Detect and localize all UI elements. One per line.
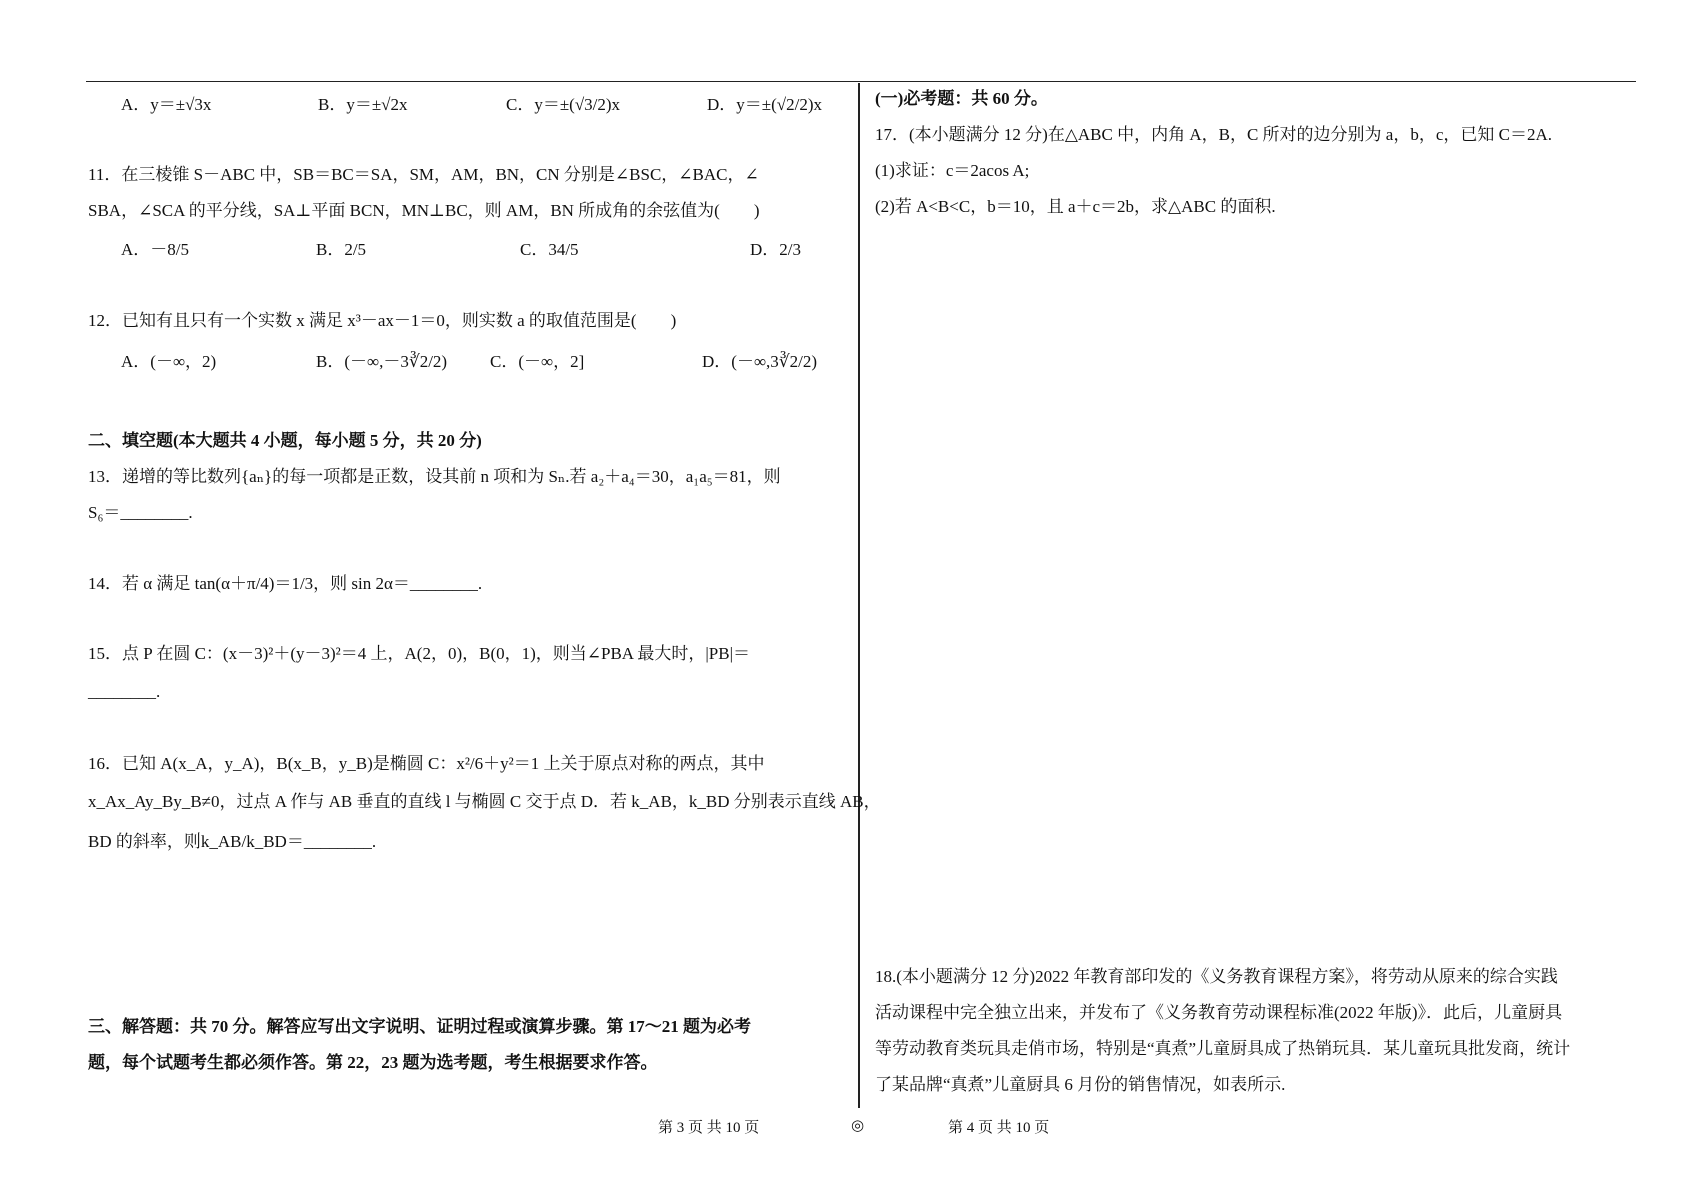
- q13-line-1: 13．递增的等比数列{aₙ}的每一项都是正数，设其前 n 项和为 Sₙ.若 a₂＋a₄＝30，a₁a₅＝81，则: [88, 467, 781, 486]
- q12-option-b: B．(－∞,－3∛2/2): [316, 352, 448, 371]
- q18-line-4: 了某品牌“真煮”儿童厨具 6 月份的销售情况，如表所示.: [875, 1075, 1286, 1094]
- q11-option-b: B．2/5: [316, 240, 367, 259]
- q10-option-d: D．y＝±(√2/2)x: [707, 95, 822, 114]
- q17-line-1: 17．(本小题满分 12 分)在△ABC 中，内角 A，B，C 所对的边分别为 a，b，c，已知 C＝2A.: [875, 125, 1553, 144]
- required-heading: (一)必考题：共 60 分。: [875, 89, 1048, 108]
- q12-option-c: C．(－∞，2]: [490, 352, 585, 371]
- q16-line-3: BD 的斜率，则k_AB/k_BD＝________.: [88, 832, 377, 851]
- q10-option-c: C．y＝±(√3/2)x: [506, 95, 621, 114]
- q14-line: 14．若 α 满足 tan(α＋π/4)＝1/3，则 sin 2α＝________.: [88, 574, 483, 593]
- section-3-line-1: 三、解答题：共 70 分。解答应写出文字说明、证明过程或演算步骤。第 17～21 题为必考: [88, 1017, 751, 1036]
- q11-option-c: C．34/5: [520, 240, 579, 259]
- q17-line-3: (2)若 A<B<C，b＝10，且 a＋c＝2b，求△ABC 的面积.: [875, 197, 1276, 216]
- section-3-line-2: 题，每个试题考生都必须作答。第 22，23 题为选考题，考生根据要求作答。: [88, 1053, 658, 1072]
- q11-line-1: 11．在三棱锥 S－ABC 中，SB＝BC＝SA，SM，AM，BN，CN 分别是∠BSC，∠BAC，∠: [88, 165, 759, 184]
- q17-line-2: (1)求证：c＝2acos A;: [875, 161, 1030, 180]
- column-divider: [858, 83, 860, 1108]
- q10-option-a: A．y＝±√3x: [121, 95, 212, 114]
- q10-option-b: B．y＝±√2x: [318, 95, 408, 114]
- footer-center-mark: ◎: [851, 1118, 865, 1134]
- q15-line-2: ________.: [88, 682, 161, 701]
- section-2-heading: 二、填空题(本大题共 4 小题，每小题 5 分，共 20 分): [88, 431, 482, 450]
- q16-line-1: 16．已知 A(x_A，y_A)，B(x_B，y_B)是椭圆 C：x²/6＋y²＝1 上关于原点对称的两点，其中: [88, 754, 765, 773]
- q11-line-2: SBA，∠SCA 的平分线，SA⊥平面 BCN，MN⊥BC，则 AM，BN 所成角的余弦值为( ): [88, 201, 760, 220]
- q12-option-a: A．(－∞，2): [121, 352, 217, 371]
- q12-option-d: D．(－∞,3∛2/2): [702, 352, 818, 371]
- q11-option-a: A．－8/5: [121, 240, 189, 259]
- top-rule: [86, 81, 1636, 82]
- q12-line-1: 12．已知有且只有一个实数 x 满足 x³－ax－1＝0，则实数 a 的取值范围是( ): [88, 311, 677, 330]
- q18-line-3: 等劳动教育类玩具走俏市场，特别是“真煮”儿童厨具成了热销玩具．某儿童玩具批发商，统计: [875, 1039, 1571, 1058]
- footer-page-left: 第 3 页 共 10 页: [658, 1120, 760, 1136]
- footer-page-right: 第 4 页 共 10 页: [948, 1120, 1050, 1136]
- q15-line-1: 15．点 P 在圆 C：(x－3)²＋(y－3)²＝4 上，A(2，0)，B(0，1)，则当∠PBA 最大时，|PB|＝: [88, 644, 750, 663]
- q13-line-2: S₆＝________.: [88, 503, 193, 522]
- q16-line-2: x_Ax_Ay_By_B≠0，过点 A 作与 AB 垂直的直线 l 与椭圆 C 交于点 D．若 k_AB，k_BD 分别表示直线 AB，: [88, 792, 881, 811]
- q18-line-1: 18.(本小题满分 12 分)2022 年教育部印发的《义务教育课程方案》，将劳动从原来的综合实践: [875, 967, 1558, 986]
- q11-option-d: D．2/3: [750, 240, 801, 259]
- q18-line-2: 活动课程中完全独立出来，并发布了《义务教育劳动课程标准(2022 年版)》．此后，儿童厨具: [875, 1003, 1563, 1022]
